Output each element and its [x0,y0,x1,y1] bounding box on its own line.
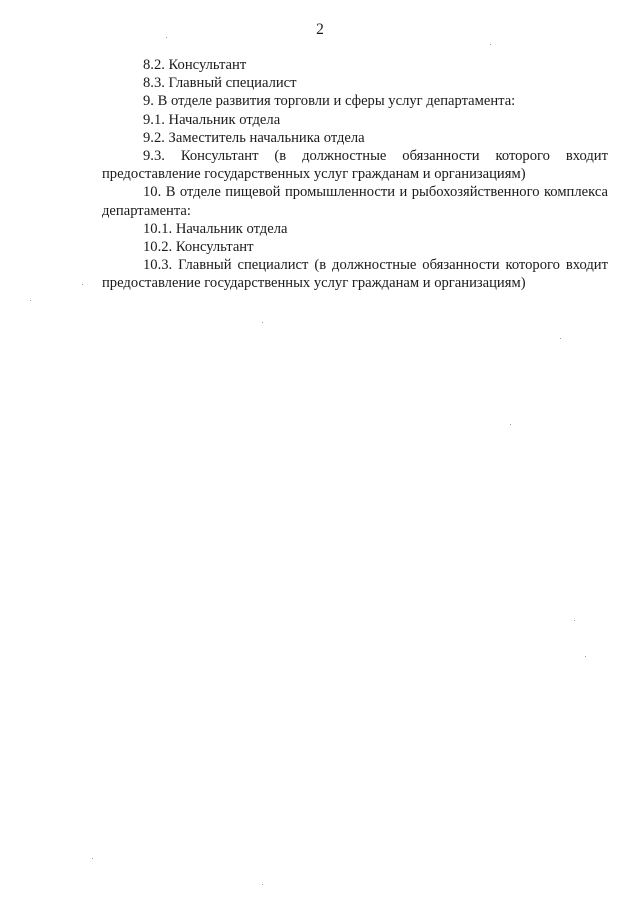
scan-speck [30,300,31,301]
list-item: 8.3. Главный специалист [143,75,297,92]
list-item: 8.2. Консультант [143,57,247,73]
list-item: 9.1. Начальник отдела [143,111,281,128]
list-item: 10.2. Консультант [143,239,254,256]
section-heading: 10. В отделе пищевой промышленности и рыбохозяйственного комплекса департамента: [102,184,608,219]
scan-speck [510,424,511,425]
list-item: 10.1. Начальник отдела [143,220,288,237]
page-number: 2 [316,21,324,38]
section-heading: 9. В отделе развития торговли и сферы услуг департамента: [143,93,516,110]
scan-speck [585,656,586,657]
scan-speck [166,37,167,38]
scan-speck [262,884,263,885]
scan-speck [490,44,491,45]
scan-speck [262,322,263,323]
list-item: 9.3. Консультант (в должностные обязанности которого входит предоставление государственных услуг гражданам и организациям) [102,148,608,183]
scan-speck [574,620,575,621]
document-body [102,56,608,293]
list-item: 9.2. Заместитель начальника отдела [143,129,365,146]
scan-speck [92,858,93,859]
list-item: 10.3. Главный специалист (в должностные обязанности которого входит предоставление государственных услуг гражданам и организациям) [102,257,608,292]
scan-speck [82,284,83,285]
scan-speck [560,338,561,339]
